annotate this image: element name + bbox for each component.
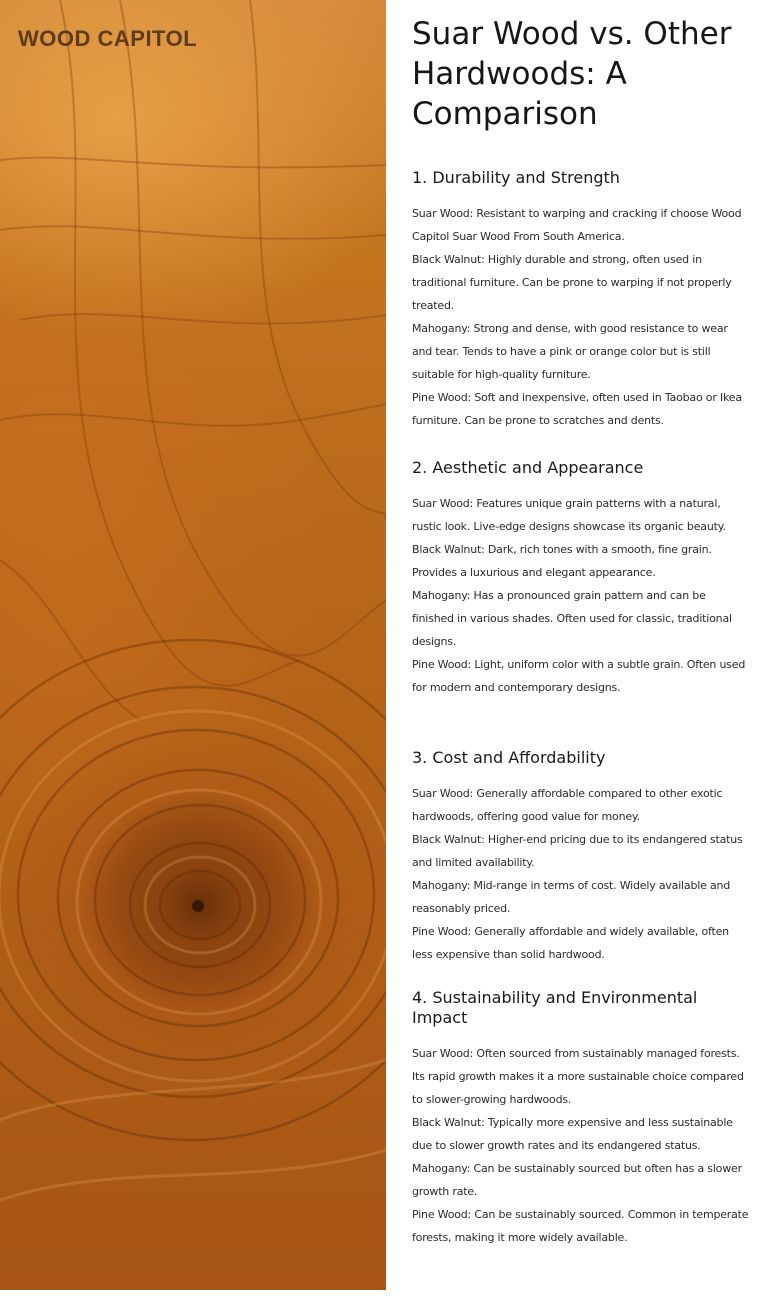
page-title: Suar Wood vs. Other Hardwoods: A Comparison [412, 16, 732, 132]
section-heading: 3. Cost and Affordability [412, 748, 606, 767]
comparison-item-black-walnut: Black Walnut: Dark, rich tones with a smooth, fine grain. Provides a luxurious and elegant appearance. [412, 543, 712, 579]
comparison-item-mahogany: Mahogany: Has a pronounced grain pattern and can be finished in various shades. Often used for classic, traditional designs. [412, 589, 732, 648]
section-heading: 1. Durability and Strength [412, 168, 620, 187]
comparison-item-mahogany: Mahogany: Mid-range in terms of cost. Widely available and reasonably priced. [412, 879, 731, 915]
comparison-item-pine: Pine Wood: Soft and inexpensive, often used in Taobao or Ikea furniture. Can be prone to scratches and dents. [412, 391, 742, 427]
section-heading: 4. Sustainability and Environmental Impact [412, 988, 698, 1027]
comparison-item-suar: Suar Wood: Often sourced from sustainably managed forests. Its rapid growth makes it a more sustainable choice compared to slower-growing hardwoods. [412, 1047, 744, 1106]
comparison-item-black-walnut: Black Walnut: Highly durable and strong, often used in traditional furniture. Can be prone to warping if not properly treated. [412, 253, 732, 312]
section-cost [412, 748, 750, 966]
section-heading: 2. Aesthetic and Appearance [412, 458, 644, 477]
comparison-item-suar: Suar Wood: Features unique grain patterns with a natural, rustic look. Live-edge designs showcase its organic beauty. [412, 497, 726, 533]
comparison-item-pine: Pine Wood: Generally affordable and widely available, often less expensive than solid hardwood. [412, 925, 729, 961]
comparison-item-pine: Pine Wood: Light, uniform color with a subtle grain. Often used for modern and contemporary designs. [412, 658, 746, 694]
section-sustainability [412, 988, 750, 1249]
comparison-item-mahogany: Mahogany: Strong and dense, with good resistance to wear and tear. Tends to have a pink or orange color but is still suitable for high-quality furniture. [412, 322, 728, 381]
section-aesthetic [412, 458, 750, 699]
comparison-item-black-walnut: Black Walnut: Higher-end pricing due to its endangered status and limited availability. [412, 833, 743, 869]
comparison-item-suar: Suar Wood: Resistant to warping and cracking if choose Wood Capitol Suar Wood From South America. [412, 207, 742, 243]
wood-grain-image [0, 0, 386, 1290]
section-durability [412, 168, 750, 432]
wood-grain-pattern [0, 0, 386, 1290]
brand-logo: WOOD CAPITOL [18, 26, 198, 51]
comparison-item-black-walnut: Black Walnut: Typically more expensive and less sustainable due to slower growth rates and its endangered status. [412, 1116, 733, 1152]
comparison-item-suar: Suar Wood: Generally affordable compared to other exotic hardwoods, offering good value for money. [412, 787, 723, 823]
comparison-item-pine: Pine Wood: Can be sustainably sourced. Common in temperate forests, making it more widely available. [412, 1208, 749, 1244]
comparison-item-mahogany: Mahogany: Can be sustainably sourced but often has a slower growth rate. [412, 1162, 742, 1198]
